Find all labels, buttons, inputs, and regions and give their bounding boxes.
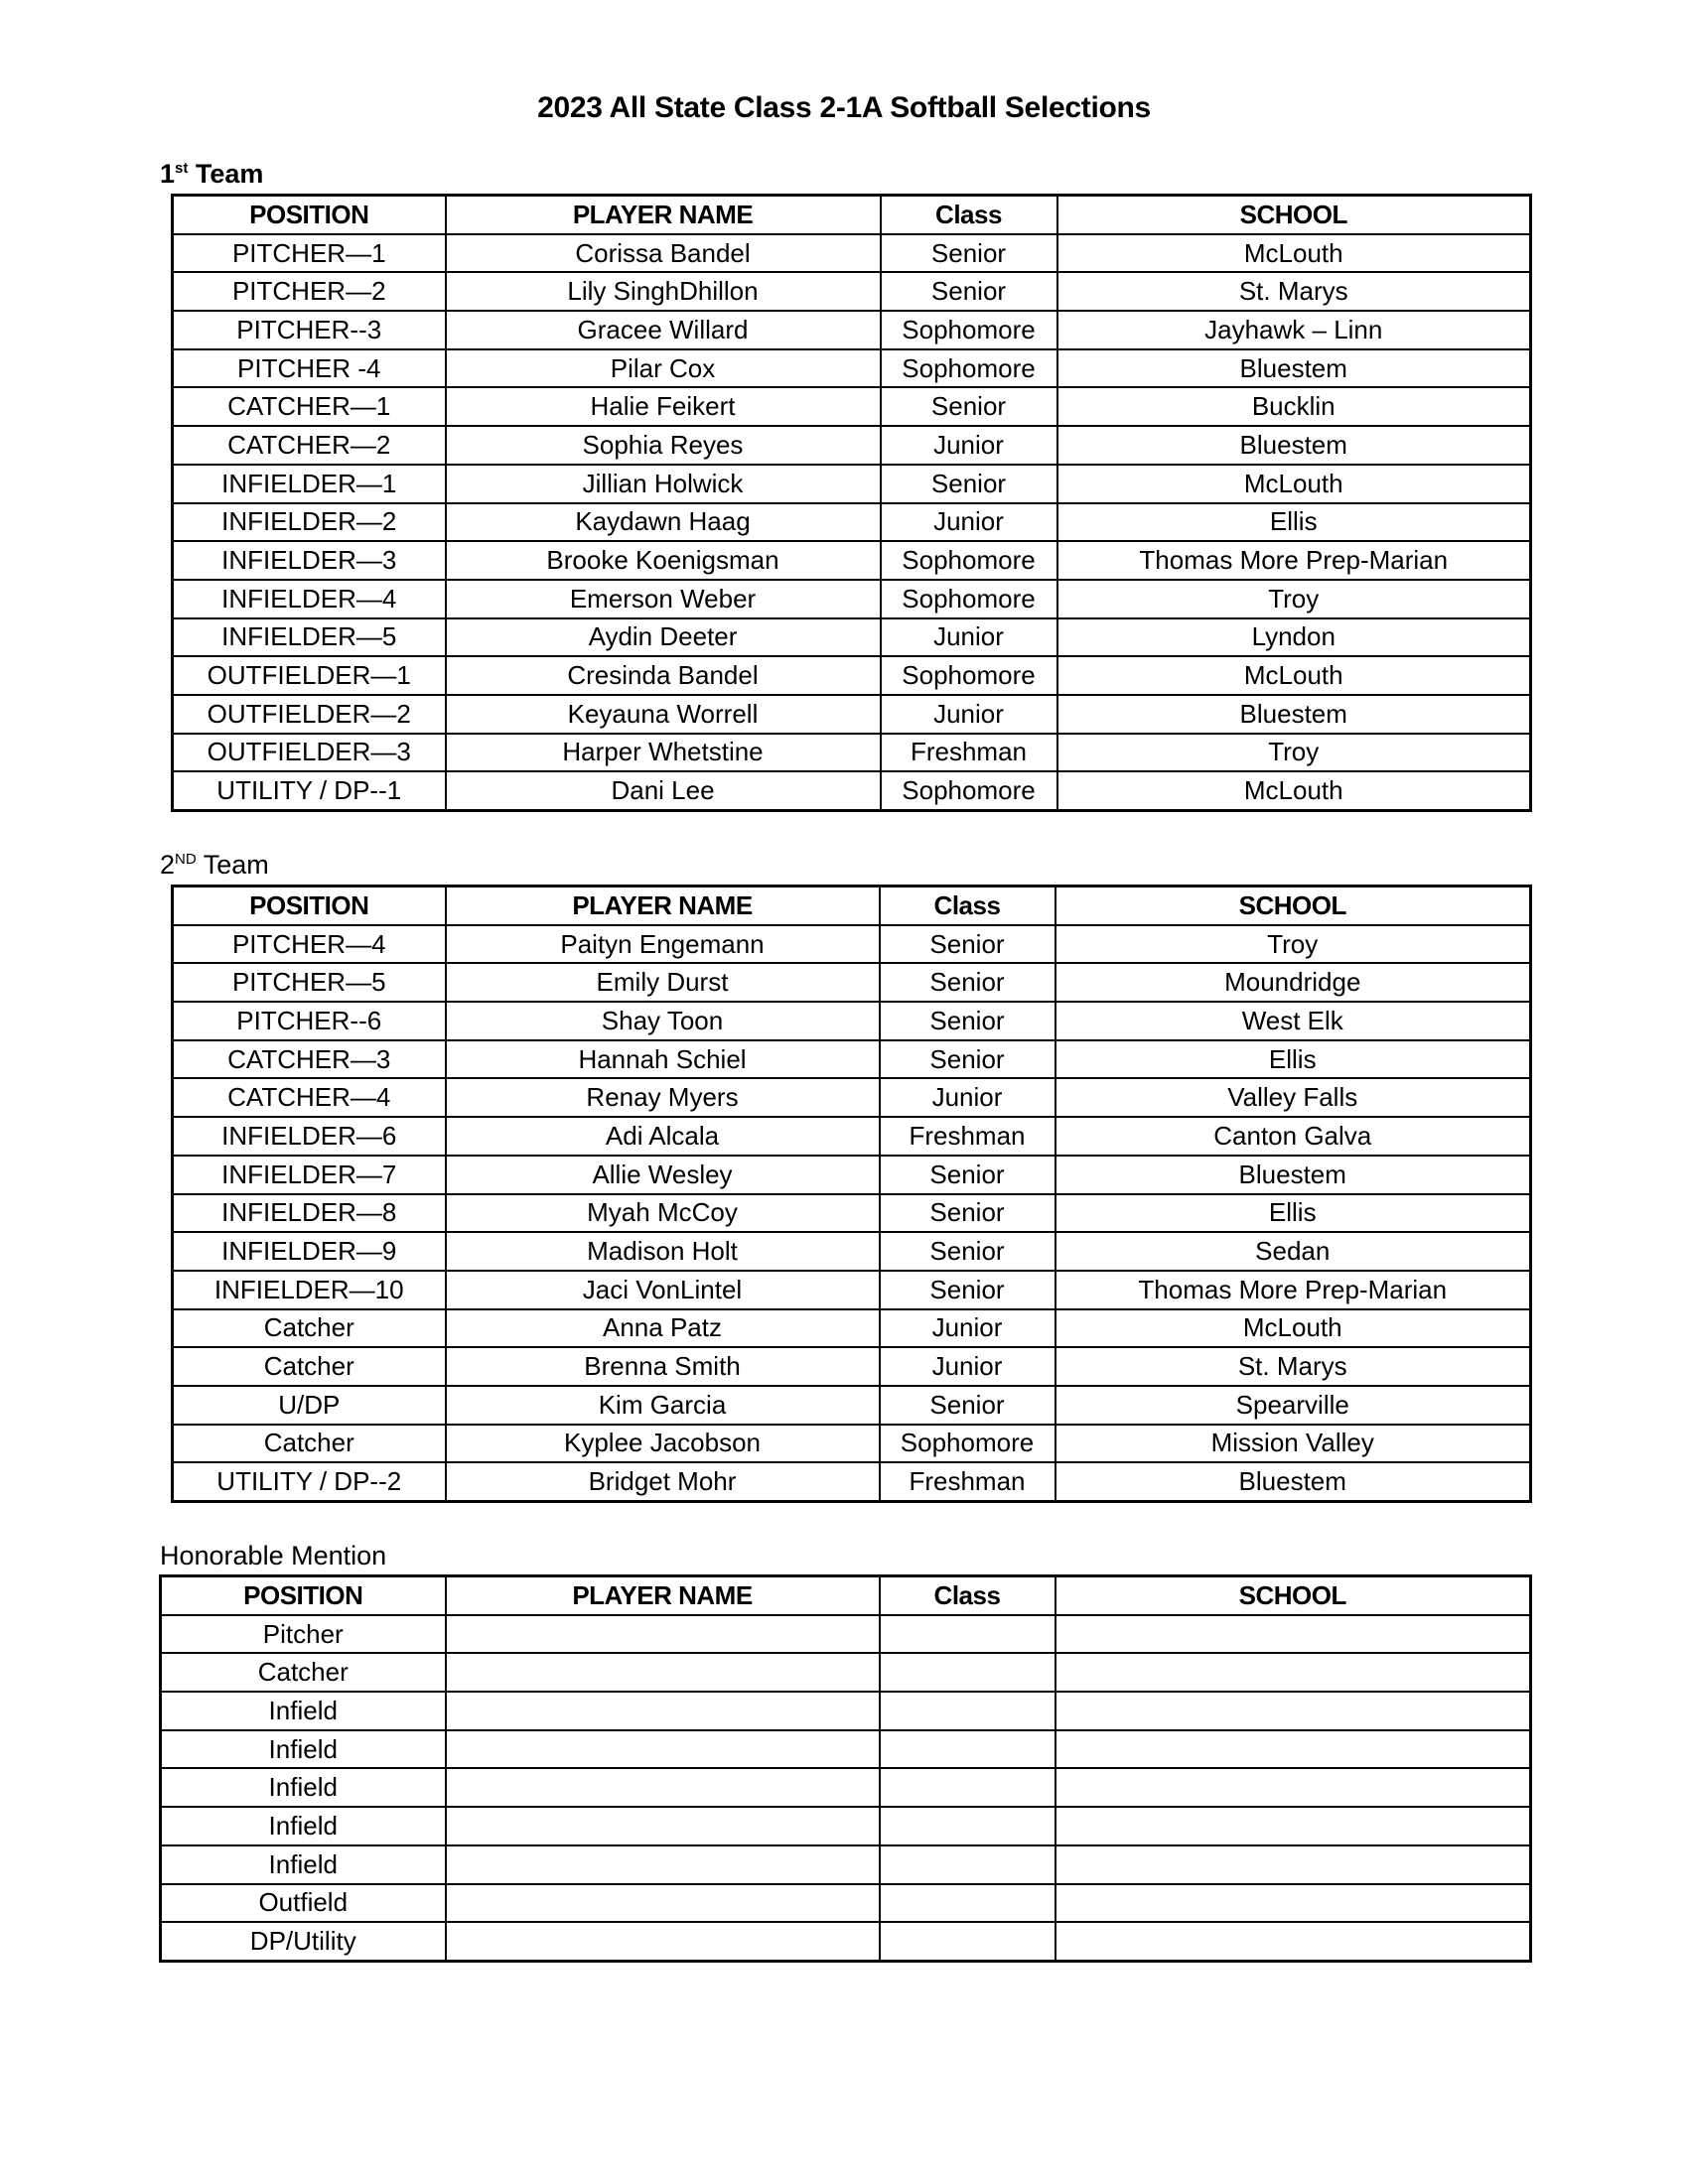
cell-class: Senior	[880, 1386, 1055, 1425]
cell-position: DP/Utility	[161, 1922, 446, 1961]
cell-position: INFIELDER—7	[173, 1156, 446, 1194]
cell-player-name	[446, 1884, 880, 1923]
cell-position: OUTFIELDER—1	[173, 656, 446, 695]
cell-position: INFIELDER—4	[173, 580, 446, 618]
table-row	[173, 1386, 1531, 1425]
cell-player-name: Kim Garcia	[446, 1386, 880, 1425]
cell-player-name	[446, 1768, 880, 1807]
cell-player-name: Dani Lee	[446, 771, 881, 810]
cell-school	[1055, 1884, 1531, 1923]
cell-class: Senior	[880, 1040, 1055, 1079]
table-row	[173, 1002, 1531, 1040]
cell-school: Moundridge	[1055, 963, 1531, 1002]
table-row	[161, 1730, 1531, 1769]
table-row	[173, 656, 1531, 695]
table-row	[173, 1271, 1531, 1309]
cell-player-name: Kaydawn Haag	[446, 503, 881, 542]
table-row	[173, 465, 1531, 503]
cell-class: Senior	[880, 1271, 1055, 1309]
header-class: Class	[881, 196, 1057, 234]
cell-class	[880, 1768, 1055, 1807]
table-row	[173, 1156, 1531, 1194]
table-row	[173, 1232, 1531, 1271]
cell-player-name: Adi Alcala	[446, 1117, 880, 1156]
table-row	[161, 1884, 1531, 1923]
cell-position: Pitcher	[161, 1615, 446, 1654]
cell-school: McLouth	[1057, 465, 1531, 503]
cell-class: Senior	[880, 1002, 1055, 1040]
cell-class	[880, 1922, 1055, 1961]
table-row	[173, 1040, 1531, 1079]
table-row	[173, 1347, 1531, 1386]
cell-player-name: Kyplee Jacobson	[446, 1425, 880, 1463]
cell-player-name: Harper Whetstine	[446, 734, 881, 772]
table-header-row	[173, 887, 1531, 925]
table-row	[173, 387, 1531, 426]
cell-player-name: Keyauna Worrell	[446, 695, 881, 734]
cell-player-name: Pilar Cox	[446, 349, 881, 388]
table-row	[173, 503, 1531, 542]
cell-school	[1055, 1807, 1531, 1845]
page-title: 2023 All State Class 2-1A Softball Selections	[537, 91, 1151, 124]
cell-player-name	[446, 1615, 880, 1654]
cell-player-name: Paityn Engemann	[446, 925, 880, 964]
cell-class: Freshman	[880, 1462, 1055, 1501]
cell-class: Junior	[880, 1347, 1055, 1386]
cell-position: CATCHER—4	[173, 1078, 446, 1117]
cell-class: Junior	[881, 695, 1057, 734]
cell-school: Bluestem	[1057, 426, 1531, 465]
first-team-table	[171, 194, 1532, 812]
header-position: POSITION	[173, 196, 446, 234]
cell-class: Senior	[881, 234, 1057, 273]
cell-player-name: Lily SinghDhillon	[446, 272, 881, 311]
header-player-name: PLAYER NAME	[446, 196, 881, 234]
second-team-label-rest: Team	[196, 850, 269, 880]
cell-school: Bucklin	[1057, 387, 1531, 426]
cell-school: McLouth	[1057, 234, 1531, 273]
cell-class	[880, 1807, 1055, 1845]
cell-school: St. Marys	[1057, 272, 1531, 311]
first-team-label-sup: st	[175, 160, 189, 177]
cell-school	[1055, 1768, 1531, 1807]
table-row	[173, 1117, 1531, 1156]
cell-school	[1055, 1615, 1531, 1654]
table-row	[161, 1922, 1531, 1961]
header-school: SCHOOL	[1057, 196, 1531, 234]
table-row	[173, 1425, 1531, 1463]
cell-position: INFIELDER—6	[173, 1117, 446, 1156]
table-row	[173, 541, 1531, 580]
cell-position: OUTFIELDER—3	[173, 734, 446, 772]
cell-school: Troy	[1057, 734, 1531, 772]
cell-position: PITCHER—5	[173, 963, 446, 1002]
cell-position: Catcher	[161, 1653, 446, 1692]
first-team-label-rest: Team	[188, 159, 264, 189]
table-row	[161, 1845, 1531, 1884]
table-row	[161, 1692, 1531, 1730]
cell-player-name: Jillian Holwick	[446, 465, 881, 503]
table-row	[161, 1653, 1531, 1692]
cell-position: OUTFIELDER—2	[173, 695, 446, 734]
cell-school: McLouth	[1055, 1309, 1531, 1348]
cell-class	[880, 1615, 1055, 1654]
cell-player-name	[446, 1692, 880, 1730]
cell-position: UTILITY / DP--1	[173, 771, 446, 810]
cell-position: Infield	[161, 1692, 446, 1730]
cell-player-name: Halie Feikert	[446, 387, 881, 426]
cell-position: INFIELDER—2	[173, 503, 446, 542]
cell-class: Senior	[880, 1194, 1055, 1233]
header-player-name: PLAYER NAME	[446, 887, 880, 925]
cell-class: Junior	[880, 1309, 1055, 1348]
cell-position: INFIELDER—10	[173, 1271, 446, 1309]
cell-school: Spearville	[1055, 1386, 1531, 1425]
cell-school: Ellis	[1055, 1194, 1531, 1233]
cell-school	[1055, 1922, 1531, 1961]
cell-position: CATCHER—2	[173, 426, 446, 465]
cell-class	[880, 1845, 1055, 1884]
cell-class: Sophomore	[881, 311, 1057, 349]
table-row	[173, 1078, 1531, 1117]
table-row	[173, 580, 1531, 618]
cell-school: Ellis	[1055, 1040, 1531, 1079]
cell-class: Sophomore	[881, 580, 1057, 618]
cell-position: Catcher	[173, 1425, 446, 1463]
cell-school	[1055, 1845, 1531, 1884]
cell-position: CATCHER—1	[173, 387, 446, 426]
cell-position: PITCHER -4	[173, 349, 446, 388]
header-school: SCHOOL	[1055, 1576, 1531, 1615]
cell-position: Infield	[161, 1807, 446, 1845]
cell-school: McLouth	[1057, 771, 1531, 810]
cell-class	[880, 1653, 1055, 1692]
table-row	[173, 925, 1531, 964]
cell-position: Infield	[161, 1845, 446, 1884]
second-team-label-num: 2	[160, 850, 176, 880]
cell-player-name: Hannah Schiel	[446, 1040, 880, 1079]
header-school: SCHOOL	[1055, 887, 1531, 925]
cell-player-name: Jaci VonLintel	[446, 1271, 880, 1309]
cell-class: Senior	[881, 387, 1057, 426]
cell-position: INFIELDER—8	[173, 1194, 446, 1233]
table-row	[173, 734, 1531, 772]
cell-school: Bluestem	[1057, 695, 1531, 734]
header-player-name: PLAYER NAME	[446, 1576, 880, 1615]
table-header-row	[161, 1576, 1531, 1615]
second-team-label	[160, 850, 269, 880]
cell-player-name: Anna Patz	[446, 1309, 880, 1348]
cell-player-name: Aydin Deeter	[446, 618, 881, 657]
first-team-label-num: 1	[160, 159, 176, 189]
cell-school: Troy	[1057, 580, 1531, 618]
cell-school: West Elk	[1055, 1002, 1531, 1040]
cell-class: Junior	[880, 1078, 1055, 1117]
cell-position: PITCHER—1	[173, 234, 446, 273]
table-row	[173, 618, 1531, 657]
cell-class: Freshman	[881, 734, 1057, 772]
cell-position: INFIELDER—1	[173, 465, 446, 503]
cell-school: Thomas More Prep-Marian	[1057, 541, 1531, 580]
cell-school: Valley Falls	[1055, 1078, 1531, 1117]
cell-class: Junior	[881, 618, 1057, 657]
table-row	[173, 1309, 1531, 1348]
cell-class	[880, 1884, 1055, 1923]
cell-player-name: Madison Holt	[446, 1232, 880, 1271]
cell-player-name	[446, 1730, 880, 1769]
cell-school: Mission Valley	[1055, 1425, 1531, 1463]
cell-player-name: Corissa Bandel	[446, 234, 881, 273]
table-row	[173, 771, 1531, 810]
cell-class: Sophomore	[881, 656, 1057, 695]
cell-school: Lyndon	[1057, 618, 1531, 657]
cell-position: Infield	[161, 1730, 446, 1769]
cell-school: Troy	[1055, 925, 1531, 964]
cell-school: Bluestem	[1055, 1462, 1531, 1501]
cell-school: Ellis	[1057, 503, 1531, 542]
cell-player-name: Emerson Weber	[446, 580, 881, 618]
cell-player-name	[446, 1845, 880, 1884]
first-team-label	[160, 159, 263, 189]
cell-player-name: Renay Myers	[446, 1078, 880, 1117]
cell-player-name: Brenna Smith	[446, 1347, 880, 1386]
second-team-table	[171, 885, 1532, 1503]
cell-school: Bluestem	[1055, 1156, 1531, 1194]
cell-position: PITCHER--6	[173, 1002, 446, 1040]
header-position: POSITION	[173, 887, 446, 925]
cell-player-name: Emily Durst	[446, 963, 880, 1002]
cell-position: PITCHER—2	[173, 272, 446, 311]
cell-player-name: Shay Toon	[446, 1002, 880, 1040]
cell-school: Thomas More Prep-Marian	[1055, 1271, 1531, 1309]
cell-position: Catcher	[173, 1309, 446, 1348]
cell-school: St. Marys	[1055, 1347, 1531, 1386]
cell-class: Senior	[881, 465, 1057, 503]
cell-school	[1055, 1653, 1531, 1692]
cell-player-name	[446, 1922, 880, 1961]
cell-class: Senior	[881, 272, 1057, 311]
table-row	[173, 234, 1531, 273]
header-class: Class	[880, 1576, 1055, 1615]
header-class: Class	[880, 887, 1055, 925]
cell-position: PITCHER--3	[173, 311, 446, 349]
cell-school: Jayhawk – Linn	[1057, 311, 1531, 349]
honorable-mention-table	[159, 1574, 1532, 1963]
table-row	[173, 1194, 1531, 1233]
table-row	[173, 963, 1531, 1002]
cell-player-name: Brooke Koenigsman	[446, 541, 881, 580]
cell-school: Bluestem	[1057, 349, 1531, 388]
table-row	[173, 695, 1531, 734]
cell-class: Sophomore	[881, 541, 1057, 580]
table-row	[161, 1615, 1531, 1654]
cell-player-name: Bridget Mohr	[446, 1462, 880, 1501]
table-row	[173, 349, 1531, 388]
table-row	[173, 311, 1531, 349]
cell-position: Infield	[161, 1768, 446, 1807]
table-row	[173, 1462, 1531, 1501]
table-row	[173, 426, 1531, 465]
cell-position: Catcher	[173, 1347, 446, 1386]
header-position: POSITION	[161, 1576, 446, 1615]
table-header-row	[173, 196, 1531, 234]
cell-school	[1055, 1692, 1531, 1730]
cell-class: Senior	[880, 1156, 1055, 1194]
cell-position: UTILITY / DP--2	[173, 1462, 446, 1501]
cell-position: INFIELDER—3	[173, 541, 446, 580]
cell-class: Senior	[880, 1232, 1055, 1271]
cell-player-name: Allie Wesley	[446, 1156, 880, 1194]
cell-class: Freshman	[880, 1117, 1055, 1156]
cell-school: Sedan	[1055, 1232, 1531, 1271]
cell-class: Junior	[881, 426, 1057, 465]
table-row	[161, 1768, 1531, 1807]
cell-player-name	[446, 1807, 880, 1845]
cell-class: Senior	[880, 963, 1055, 1002]
cell-player-name: Sophia Reyes	[446, 426, 881, 465]
table-row	[173, 272, 1531, 311]
second-team-label-sup: ND	[175, 851, 197, 868]
cell-position: INFIELDER—5	[173, 618, 446, 657]
cell-player-name	[446, 1653, 880, 1692]
cell-school: McLouth	[1057, 656, 1531, 695]
cell-school	[1055, 1730, 1531, 1769]
cell-class: Senior	[880, 925, 1055, 964]
cell-position: Outfield	[161, 1884, 446, 1923]
cell-class: Sophomore	[880, 1425, 1055, 1463]
cell-player-name: Cresinda Bandel	[446, 656, 881, 695]
cell-class	[880, 1730, 1055, 1769]
cell-position: U/DP	[173, 1386, 446, 1425]
table-row	[161, 1807, 1531, 1845]
cell-class: Junior	[881, 503, 1057, 542]
honorable-mention-label: Honorable Mention	[160, 1541, 387, 1570]
cell-position: INFIELDER—9	[173, 1232, 446, 1271]
cell-class: Sophomore	[881, 349, 1057, 388]
cell-position: CATCHER—3	[173, 1040, 446, 1079]
cell-player-name: Gracee Willard	[446, 311, 881, 349]
cell-school: Canton Galva	[1055, 1117, 1531, 1156]
cell-class	[880, 1692, 1055, 1730]
cell-player-name: Myah McCoy	[446, 1194, 880, 1233]
cell-position: PITCHER—4	[173, 925, 446, 964]
cell-class: Sophomore	[881, 771, 1057, 810]
